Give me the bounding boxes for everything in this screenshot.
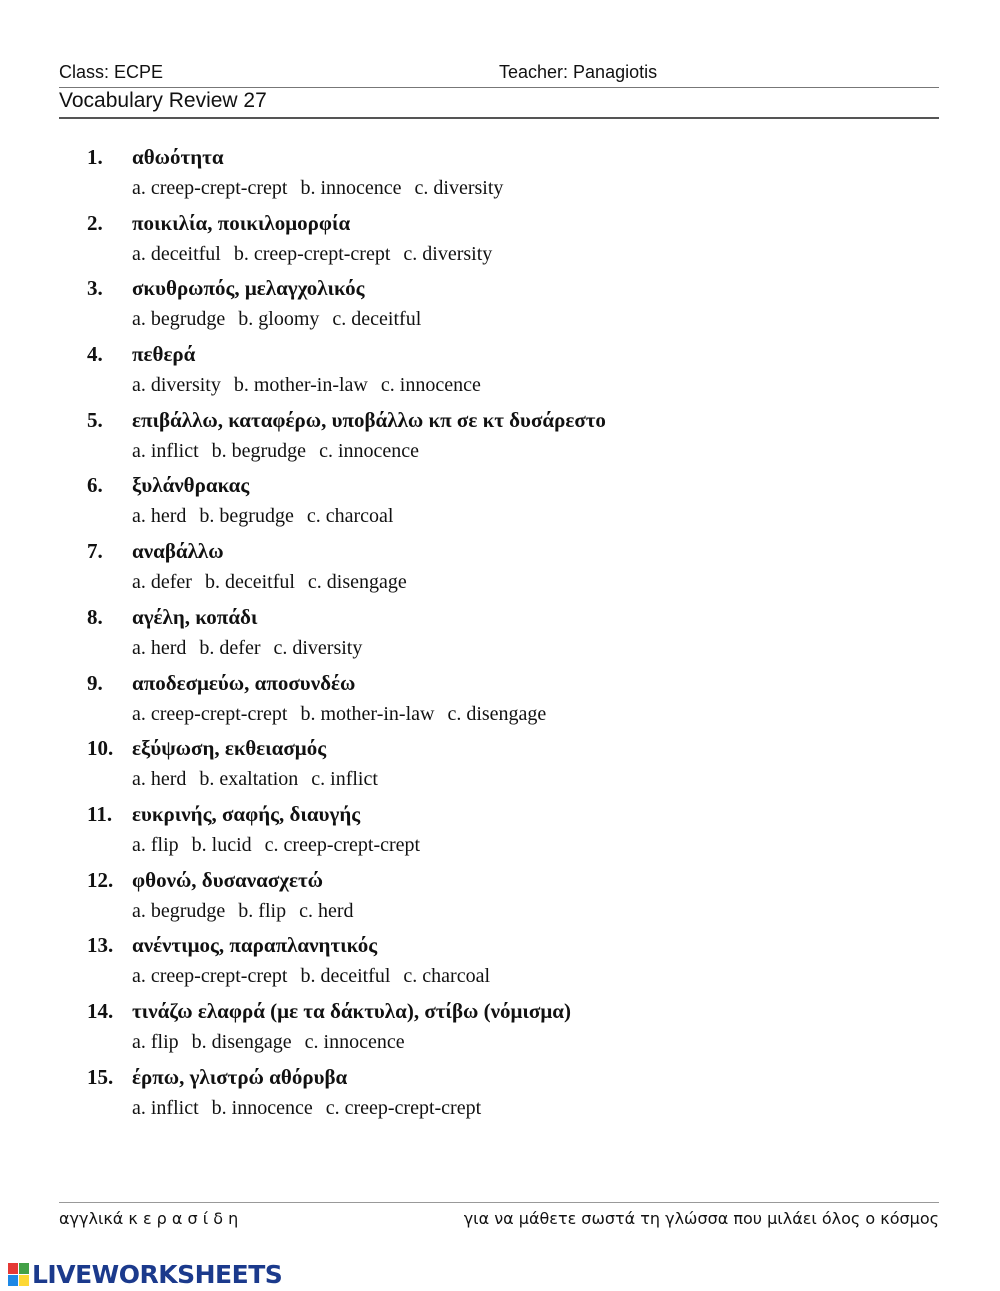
- question-text: αγέλη, κοπάδι: [132, 604, 258, 629]
- answer-option[interactable]: b. innocence: [300, 177, 402, 199]
- logo-squares-icon: [8, 1263, 30, 1287]
- question-text: αθωότητα: [132, 145, 224, 169]
- question-item: [0, 470, 1000, 536]
- answer-option[interactable]: c. disengage: [307, 571, 407, 594]
- question-number: 10.: [87, 736, 114, 761]
- question-item: [0, 668, 1000, 734]
- question-number: 14.: [87, 998, 114, 1023]
- question-number: 13.: [87, 933, 114, 958]
- question-text: ποικιλία, ποικιλομορφία: [132, 210, 351, 235]
- answer-option[interactable]: c. herd: [299, 899, 354, 922]
- answer-option[interactable]: a. herd: [132, 768, 187, 791]
- answer-option[interactable]: c. creep-crept-crept: [264, 833, 421, 856]
- footer-right-text: για να μάθετε σωστά τη γλώσσα που μιλάει όλος ο κόσμος: [463, 1209, 939, 1228]
- answer-option[interactable]: b. deceitful: [300, 965, 391, 988]
- answer-option[interactable]: c. diversity: [273, 636, 363, 659]
- question-item: [0, 536, 1000, 602]
- question-text: έρπω, γλιστρώ αθόρυβα: [132, 1064, 348, 1089]
- answer-option[interactable]: b. deceitful: [204, 571, 295, 594]
- answer-option[interactable]: c. creep-crept-crept: [325, 1096, 482, 1119]
- answer-options: [132, 308, 434, 331]
- answer-option[interactable]: c. deceitful: [332, 308, 422, 331]
- question-item: [0, 930, 1000, 996]
- answer-option[interactable]: c. charcoal: [403, 965, 491, 988]
- question-item: [0, 142, 1000, 208]
- question-number: 9.: [87, 670, 103, 695]
- question-text: σκυθρωπός, μελαγχολικός: [132, 276, 365, 301]
- answer-options: [132, 1031, 418, 1054]
- question-item: [0, 733, 1000, 799]
- question-item: [0, 273, 1000, 339]
- question-item: [0, 602, 1000, 668]
- question-number: 2.: [87, 210, 103, 235]
- question-text: εξύψωση, εκθειασμός: [132, 736, 327, 761]
- answer-option[interactable]: a. herd: [132, 636, 187, 659]
- question-text: ξυλάνθρακας: [132, 473, 250, 498]
- answer-options: [132, 374, 494, 397]
- answer-options: [132, 440, 432, 463]
- question-number: 15.: [87, 1064, 114, 1089]
- question-item: [0, 208, 1000, 274]
- question-text: αποδεσμεύω, αποσυνδέω: [132, 670, 356, 695]
- question-text: πεθερά: [132, 342, 196, 367]
- answer-option[interactable]: b. lucid: [191, 833, 252, 856]
- question-item: [0, 1062, 1000, 1128]
- answer-options: [132, 243, 505, 266]
- answer-option[interactable]: a. begrudge: [132, 308, 226, 331]
- question-item: [0, 799, 1000, 865]
- answer-option[interactable]: a. inflict: [132, 1096, 199, 1119]
- title-divider: [59, 117, 939, 119]
- answer-options: [132, 965, 503, 988]
- question-number: 8.: [87, 604, 103, 629]
- answer-option[interactable]: a. flip: [132, 833, 179, 856]
- answer-option[interactable]: c. charcoal: [306, 505, 394, 528]
- question-text: αναβάλλω: [132, 539, 224, 564]
- question-item: [0, 339, 1000, 405]
- answer-options: [132, 900, 367, 923]
- logo-square-yellow: [19, 1275, 29, 1286]
- answer-options: [132, 637, 375, 660]
- answer-option[interactable]: c. inflict: [311, 768, 378, 791]
- answer-options: [132, 571, 420, 594]
- logo-square-red: [8, 1263, 18, 1274]
- page-title: Vocabulary Review 27: [59, 89, 267, 112]
- answer-option[interactable]: b. flip: [238, 899, 287, 922]
- answer-option[interactable]: b. gloomy: [238, 308, 320, 331]
- answer-option[interactable]: a. herd: [132, 505, 187, 528]
- answer-option[interactable]: b. disengage: [191, 1030, 292, 1053]
- answer-option[interactable]: b. creep-crept-crept: [233, 242, 391, 265]
- question-number: 7.: [87, 539, 103, 564]
- answer-option[interactable]: b. mother-in-law: [233, 374, 368, 397]
- question-list: [0, 142, 1000, 1127]
- question-number: 12.: [87, 867, 114, 892]
- answer-option[interactable]: a. defer: [132, 571, 192, 594]
- answer-option[interactable]: a. diversity: [132, 374, 221, 397]
- answer-option[interactable]: b. defer: [199, 636, 261, 659]
- footer-left-text: αγγλικά κ ε ρ α σ ί δ η: [59, 1209, 239, 1228]
- question-text: τινάζω ελαφρά (με τα δάκτυλα), στίβω (νόμισμα): [132, 998, 571, 1023]
- answer-options: [132, 768, 391, 791]
- answer-option[interactable]: c. diversity: [414, 177, 504, 199]
- answer-option[interactable]: b. exaltation: [199, 768, 299, 791]
- question-text: ανέντιμος, παραπλανητικός: [132, 933, 378, 958]
- liveworksheets-logo[interactable]: [8, 1260, 282, 1289]
- answer-option[interactable]: a. creep-crept-crept: [132, 177, 288, 199]
- logo-square-blue: [8, 1275, 18, 1286]
- answer-option[interactable]: c. innocence: [380, 374, 481, 397]
- question-number: 4.: [87, 342, 103, 367]
- footer-divider: [59, 1202, 939, 1203]
- question-number: 5.: [87, 407, 103, 432]
- question-number: 3.: [87, 276, 103, 301]
- teacher-label: Teacher: Panagiotis: [499, 62, 658, 82]
- answer-option[interactable]: a. deceitful: [132, 242, 221, 265]
- answer-option[interactable]: b. innocence: [211, 1096, 313, 1119]
- question-text: ευκρινής, σαφής, διαυγής: [132, 801, 361, 826]
- answer-options: [132, 505, 406, 528]
- answer-option[interactable]: a. creep-crept-crept: [132, 965, 288, 988]
- answer-option[interactable]: a. flip: [132, 1030, 179, 1053]
- answer-option[interactable]: c. innocence: [319, 439, 420, 462]
- answer-options: [132, 834, 433, 857]
- header-divider: [59, 87, 939, 88]
- answer-option[interactable]: b. begrudge: [211, 439, 307, 462]
- answer-option[interactable]: c. innocence: [304, 1030, 405, 1053]
- answer-option[interactable]: b. mother-in-law: [300, 702, 435, 725]
- answer-option[interactable]: a. inflict: [132, 439, 199, 462]
- answer-options: [132, 177, 516, 200]
- answer-option[interactable]: a. creep-crept-crept: [132, 702, 288, 725]
- question-number: 11.: [87, 801, 113, 826]
- answer-option[interactable]: c. diversity: [403, 242, 493, 265]
- answer-options: [132, 703, 559, 726]
- question-text: επιβάλλω, καταφέρω, υποβάλλω κπ σε κτ δυσάρεστο: [132, 407, 606, 432]
- question-number: 6.: [87, 473, 103, 498]
- logo-square-green: [19, 1263, 29, 1274]
- class-label: Class: ECPE: [59, 62, 164, 82]
- question-number: 1.: [87, 145, 103, 169]
- question-item: [0, 405, 1000, 471]
- answer-option[interactable]: c. disengage: [447, 702, 547, 725]
- question-item: [0, 865, 1000, 931]
- question-item: [0, 996, 1000, 1062]
- logo-text: LIVEWORKSHEETS: [32, 1260, 283, 1289]
- answer-option[interactable]: b. begrudge: [199, 505, 294, 528]
- answer-options: [132, 1097, 494, 1120]
- answer-option[interactable]: a. begrudge: [132, 899, 226, 922]
- question-text: φθονώ, δυσανασχετώ: [132, 867, 323, 892]
